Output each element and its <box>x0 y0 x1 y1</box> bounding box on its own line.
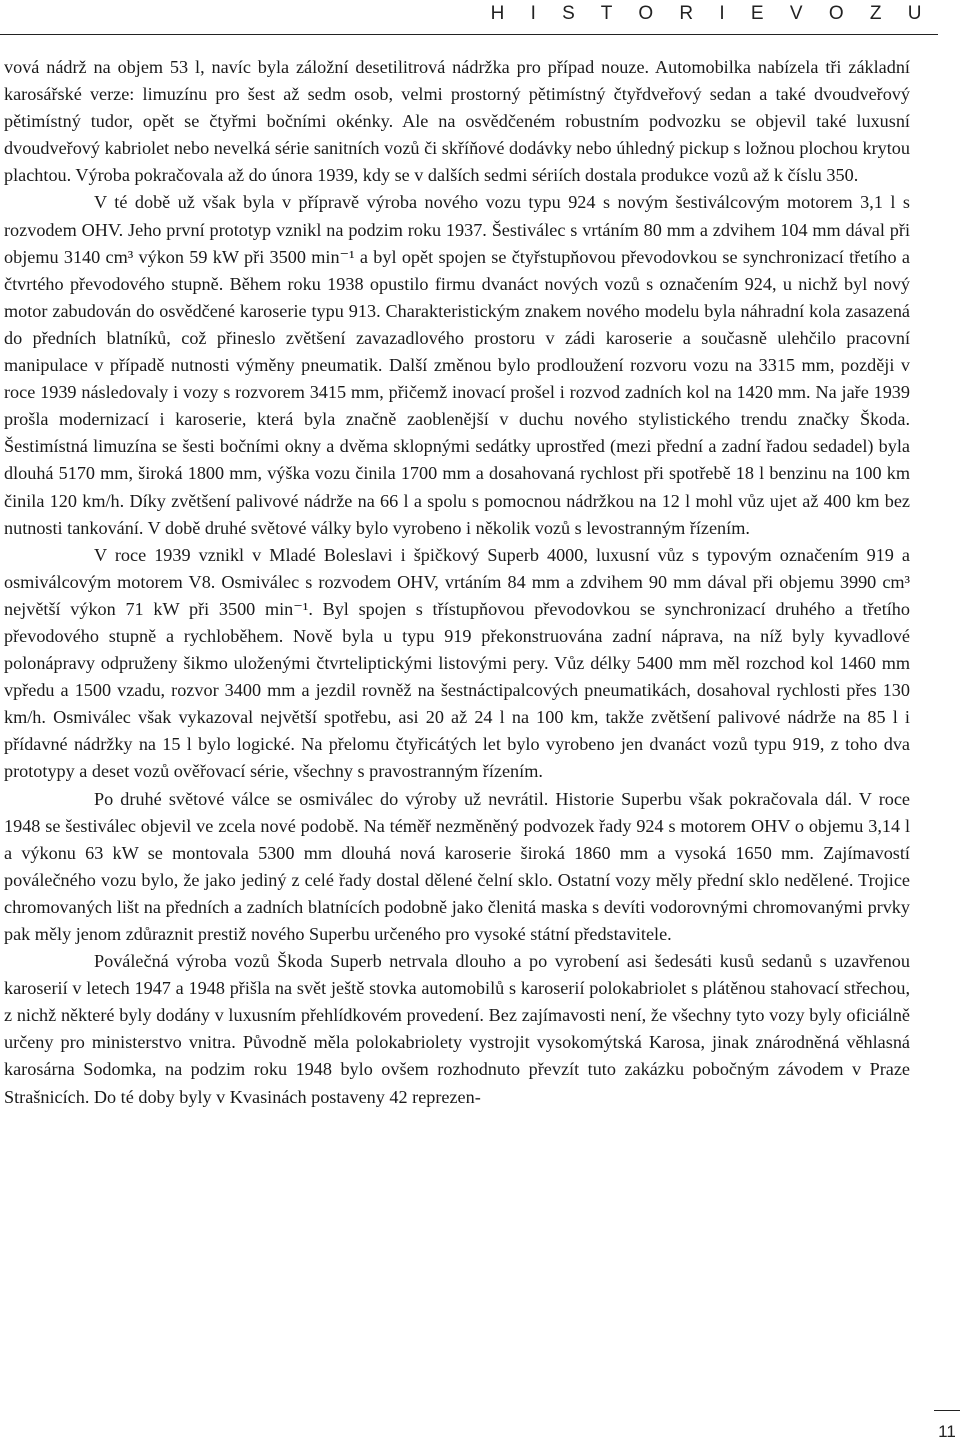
paragraph-postwar-superb: Po druhé světové válce se osmiválec do výroby už nevrátil. Historie Superbu však pokračovala dál. V roce 1948 se šestiválec objevil ve zcela nové podobě. Na téměř nezměněný podvozek řady 924 s motorem OHV o objemu 3,14 l a výkonu 63 kW se montovala 5300 mm dlouhá nová karoserie široká 1860 mm a vysoká 1650 mm. Zajímavostí poválečného vozu bylo, že jako jediný z celé řady dostal dělené čelní sklo. Ostatní vozy měly přední sklo nedělené. Trojice chromovaných lišt na předních a zadních blatnících podobně jako členitá maska s devíti vodorovnými chromovanými prvky pak měly jenom zdůraznit prestiž nového Superbu určeného pro vysoké státní představitele. <box>4 788 910 944</box>
paragraph-continuation: vová nádrž na objem 53 l, navíc byla záložní desetilitrová nádržka pro případ nouze. Automobilka nabízela tři základní karosářské verze: limuzínu pro šest až sedm osob, velmi prostorný pětimístný čtyřdveřový sedan a také dvoudveřový pětimístný tudor, opět se čtyřmi bočními okénky. Ale na osvědčeném robustním podvozku se objevil také luxusní dvoudveřový kabriolet nebo nevelká série sanitních vozů či skříňové dodávky nebo úhledný pickup s ložnou plochou krytou plachtou. Výroba pokračovala až do února 1939, kdy se v dalších sedmi sériích dostala produkce vozů až k číslu 350. <box>4 57 910 186</box>
page-number-divider <box>934 1410 960 1411</box>
running-header: H I S T O R I E V O Z U <box>490 3 932 24</box>
page-number: 11 <box>938 1422 956 1441</box>
header-divider <box>0 34 938 35</box>
paragraph-type-924: V té době už však byla v přípravě výroba nového vozu typu 924 s novým šestiválcovým motorem 3,1 l s rozvodem OHV. Jeho první prototyp vznikl na podzim roku 1937. Šestiválec s vrtáním 80 mm a zdvihem 104 mm dával při objemu 3140 cm³ výkon 59 kW při 3500 min⁻¹ a byl opět spojen se čtyřstupňovou převodovkou se synchronizací třetího a čtvrtého převodového stupně. Během roku 1938 opustilo firmu dvanáct nových vozů s označením 924, u nichž byl nový motor zabudován do osvědčené karoserie typu 913. Charakteristickým znakem nového modelu byla náhradní kola zasazená do předních blatníků, což přineslo zvětšení zavazadlového prostoru v zádi karoserie a současně ulehčilo pracovní manipulace v případě nutnosti výměny pneumatik. Další změnou bylo prodloužení rozvoru vozu na 3315 mm, později v roce 1939 následovaly i vozy s rozvorem 3415 mm, přičemž inovací prošel i rozvod zadních kol na 1420 mm. Na jaře 1939 prošla modernizací i karoserie, která byla značně zaoblenější v duchu nového stylistického trendu značky Škoda. Šestimístná limuzína se šesti bočními okny a dvěma sklopnými sedátky uprostřed (mezi přední a zadní řadou sedadel) byla dlouhá 5170 mm, široká 1800 mm, výška vozu činila 1700 mm a dosahovaná rychlost při spotřebě 18 l benzinu na 100 km činila 120 km/h. Díky zvětšení palivové nádrže na 66 l a spolu s pomocnou nádržkou na 12 l mohl vůz ujet až 400 km bez nutnosti tankování. V době druhé světové války bylo vyrobeno i několik vozů s levostranným řízením. <box>4 192 910 538</box>
article-body <box>4 54 910 1111</box>
paragraph-superb-4000: V roce 1939 vznikl v Mladé Boleslavi i špičkový Superb 4000, luxusní vůz s typovým označením 919 a osmiválcovým motorem V8. Osmiválec s rozvodem OHV, vrtáním 84 mm a zdvihem 90 mm dával při objemu 3990 cm³ největší výkon 71 kW při 3500 min⁻¹. Byl spojen s třístupňovou převodovkou se synchronizací druhého a třetího převodového stupně a rychloběhem. Nově byla u typu 919 překonstruována zadní náprava, na níž byly kyvadlové polonápravy odpruženy šikmo uloženými čtvrteliptickými listovými pery. Vůz délky 5400 mm měl rozchod kol 1460 mm vpředu a 1500 vzadu, rozvor 3400 mm a jezdil rovněž na šestnáctipalcových pneumatikách, dosahoval rychlosti přes 130 km/h. Osmiválec však vykazoval největší spotřebu, asi 20 až 24 l na 100 km, takže zvětšení palivové nádrže na 85 l i přídavné nádržky na 15 l bylo logické. Na přelomu čtyřicátých let bylo vyrobeno jen dvanáct vozů typu 919, z toho dva prototypy a deset vozů ověřovací série, všechny s pravostranným řízením. <box>4 544 910 782</box>
paragraph-postwar-production: Poválečná výroba vozů Škoda Superb netrvala dlouho a po vyrobení asi šedesáti kusů sedanů s uzavřenou karoserií v letech 1947 a 1948 přišla na svět ještě stovka automobilů s karoserií polokabriolet s plátěnou stahovací střechou, z nichž některé byly dodány v luxusním přehlídkovém provedení. Bez zajímavosti není, že všechny tyto vozy byly oficiálně určeny pro ministerstvo vnitra. Původně měla polokabriolety vystrojit vysokomýtská Karosa, jinak znárodněná věhlasná karosárna Sodomka, na podzim roku 1948 bylo ovšem rozhodnuto převzít tuto zakázku pobočným závodem v Praze Strašnicích. Do té doby byly v Kvasinách postaveny 42 reprezen- <box>4 951 910 1107</box>
